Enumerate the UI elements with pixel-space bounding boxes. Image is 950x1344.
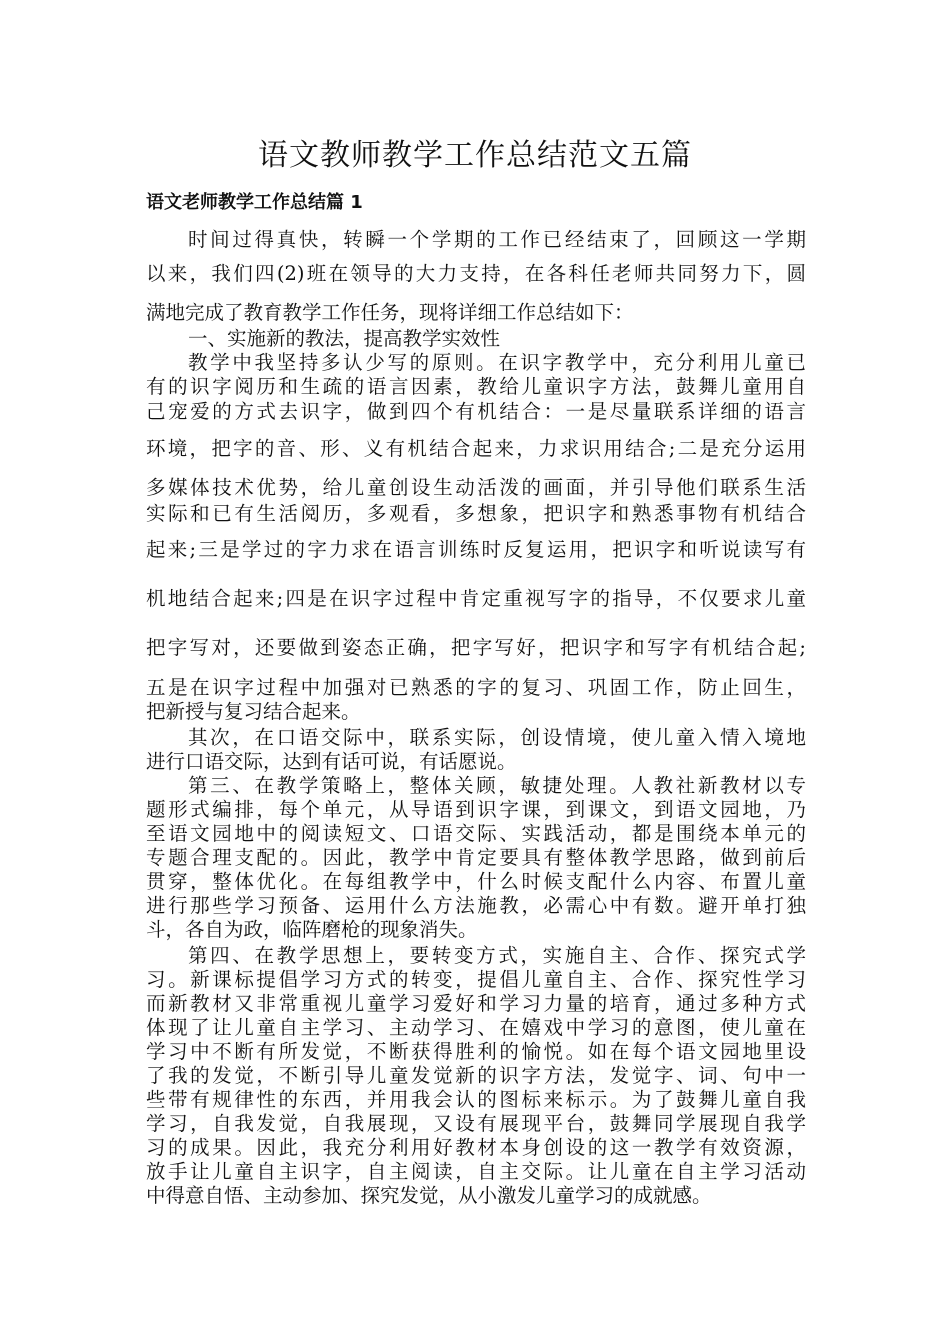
- paragraph-line: 至语文园地中的阅读短文、口语交际、实践活动，都是围绕本单元的: [146, 822, 806, 845]
- paragraph-line: 实际和已有生活阅历，多观看，多想象，把识字和熟悉事物有机结合: [146, 502, 806, 525]
- paragraph-line: 习的成果。因此，我充分利用好教材本身创设的这一教学有效资源，: [146, 1136, 806, 1159]
- paragraph-line: 把字写对，还要做到姿态正确，把字写好，把识字和写字有机结合起;: [146, 636, 806, 659]
- paragraph-line: 第三、在教学策略上，整体关顾，敏捷处理。人教社新教材以专: [188, 774, 806, 797]
- paragraph-line: 多媒体技术优势，给儿童创设生动活泼的画面，并引导他们联系生活: [146, 476, 806, 499]
- section-heading: 语文老师教学工作总结篇 1: [146, 192, 363, 213]
- paragraph-line: 题形式编排，每个单元，从导语到识字课，到课文，到语文园地，乃: [146, 798, 806, 821]
- paragraph-line: 些带有规律性的东西，并用我会认的图标来标示。为了鼓舞儿童自我: [146, 1088, 806, 1111]
- paragraph-line: 进行口语交际，达到有话可说，有话愿说。: [146, 750, 517, 773]
- paragraph-line: 贯穿，整体优化。在每组教学中，什么时候支配什么内容、布置儿童: [146, 870, 806, 893]
- paragraph-line: 了我的发觉，不断引导儿童发觉新的识字方法，发觉字、词、句中一: [146, 1064, 806, 1087]
- paragraph-line: 而新教材又非常重视儿童学习爱好和学习力量的培育，通过多种方式: [146, 992, 806, 1015]
- paragraph-line: 五是在识字过程中加强对已熟悉的字的复习、巩固工作，防止回生，: [146, 676, 806, 699]
- paragraph-line: 放手让儿童自主识字，自主阅读，自主交际。让儿童在自主学习活动: [146, 1160, 806, 1183]
- paragraph-line: 第四、在教学思想上，要转变方式，实施自主、合作、探究式学: [188, 944, 806, 967]
- paragraph-line: 一、实施新的教法，提高教学实效性: [188, 327, 501, 350]
- paragraph-line: 中得意自悟、主动参加、探究发觉，从小激发儿童学习的成就感。: [146, 1184, 712, 1207]
- paragraph-line: 机地结合起来;四是在识字过程中肯定重视写字的指导，不仅要求儿童: [146, 587, 806, 610]
- paragraph-line: 有的识字阅历和生疏的语言因素，教给儿童识字方法，鼓舞儿童用自: [146, 375, 806, 398]
- paragraph-line: 专题合理支配的。因此，教学中肯定要具有整体教学思路，做到前后: [146, 846, 806, 869]
- paragraph-line: 学习中不断有所发觉，不断获得胜利的愉悦。如在每个语文园地里设: [146, 1040, 806, 1063]
- document-title: 语文教师教学工作总结范文五篇: [258, 138, 692, 173]
- paragraph-line: 斗，各自为政，临阵磨枪的现象消失。: [146, 918, 478, 941]
- paragraph-line: 学习，自我发觉，自我展现，又设有展现平台，鼓舞同学展现自我学: [146, 1112, 806, 1135]
- paragraph-line: 满地完成了教育教学工作任务，现将详细工作总结如下：: [146, 301, 634, 324]
- paragraph-line: 体现了让儿童自主学习、主动学习、在嬉戏中学习的意图，使儿童在: [146, 1016, 806, 1039]
- paragraph-line: 其次，在口语交际中，联系实际，创设情境，使儿童入情入境地: [188, 726, 806, 749]
- paragraph-line: 以来，我们四(2)班在领导的大力支持，在各科任老师共同努力下，圆: [146, 262, 806, 285]
- paragraph-line: 习。新课标提倡学习方式的转变，提倡儿童自主、合作、探究性学习: [146, 968, 806, 991]
- paragraph-line: 己宠爱的方式去识字，做到四个有机结合：一是尽量联系详细的语言: [146, 400, 806, 423]
- paragraph-line: 进行那些学习预备、运用什么方法施教，必需心中有数。避开单打独: [146, 894, 806, 917]
- paragraph-line: 起来;三是学过的字力求在语言训练时反复运用，把识字和听说读写有: [146, 538, 806, 561]
- paragraph-line: 时间过得真快，转瞬一个学期的工作已经结束了，回顾这一学期: [188, 228, 806, 251]
- paragraph-line: 把新授与复习结合起来。: [146, 700, 361, 723]
- paragraph-line: 环境，把字的音、形、义有机结合起来，力求识用结合;二是充分运用: [146, 437, 806, 460]
- paragraph-line: 教学中我坚持多认少写的原则。在识字教学中，充分利用儿童已: [188, 351, 806, 374]
